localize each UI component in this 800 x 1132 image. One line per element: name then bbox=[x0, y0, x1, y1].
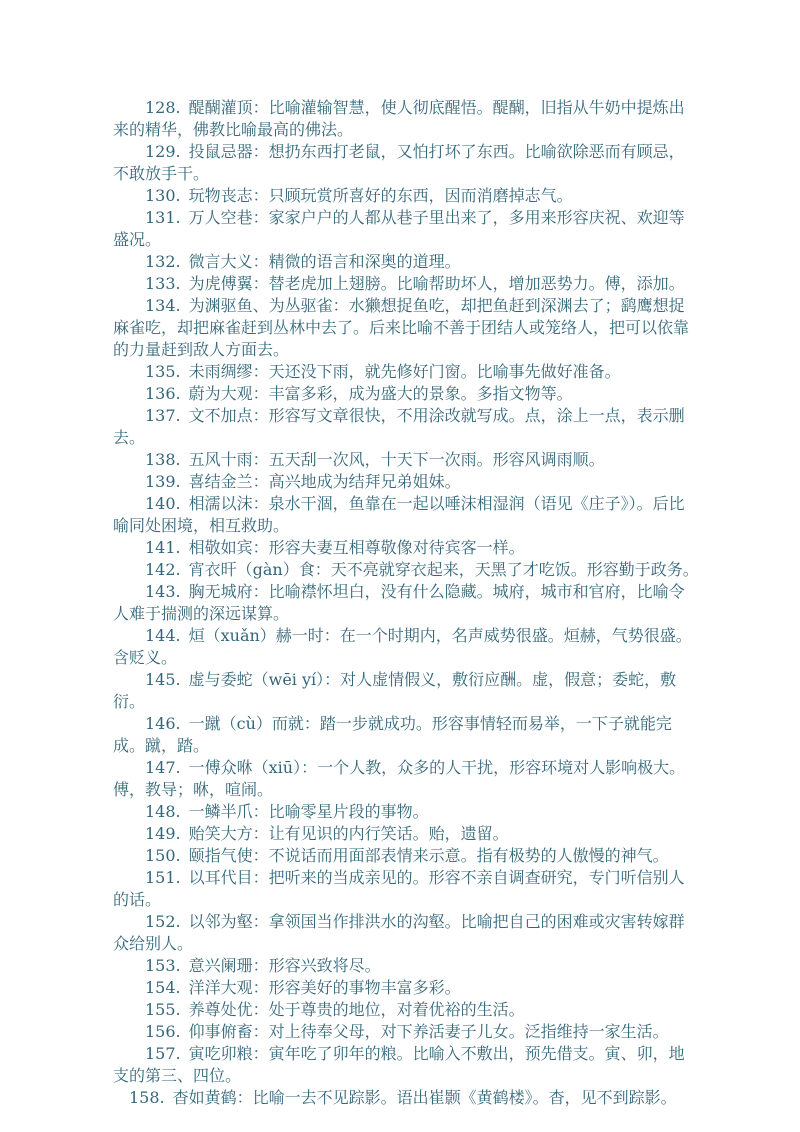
entry-number: 142. bbox=[145, 560, 181, 579]
entry-text: 一蹴（cù）而就：踏一步就成功。形容事情轻而易举，一下子就能完成。蹴，踏。 bbox=[113, 714, 672, 755]
entry-number: 140. bbox=[145, 494, 181, 513]
idiom-list bbox=[113, 97, 700, 1109]
entry-text: 一傅众咻（xiū）：一个人教，众多的人干扰，形容环境对人影响极大。傅，教导；咻，喧闹。 bbox=[113, 758, 686, 799]
entry-text: 杳如黄鹤：比喻一去不见踪影。语出崔颢《黄鹤楼》。杳，见不到踪影。 bbox=[172, 1088, 677, 1107]
entry-number: 157. bbox=[145, 1044, 181, 1063]
entry-number: 148. bbox=[145, 802, 181, 821]
idiom-entry bbox=[113, 383, 700, 405]
entry-number: 139. bbox=[145, 472, 181, 491]
entry-number: 154. bbox=[145, 978, 181, 997]
entry-text: 洋洋大观：形容美好的事物丰富多彩。 bbox=[188, 978, 461, 997]
entry-text: 为虎傅翼：替老虎加上翅膀。比喻帮助坏人，增加恶势力。傅，添加。 bbox=[188, 274, 685, 293]
entry-text: 醍醐灌顶：比喻灌输智慧，使人彻底醒悟。醍醐，旧指从牛奶中提炼出来的精华，佛教比喻最高的佛法。 bbox=[113, 98, 685, 139]
entry-text: 意兴阑珊：形容兴致将尽。 bbox=[188, 956, 381, 975]
entry-text: 以耳代目：把听来的当成亲见的。形容不亲自调查研究，专门听信别人的话。 bbox=[113, 868, 685, 909]
idiom-entry bbox=[113, 141, 700, 185]
entry-text: 仰事俯畜：对上待奉父母，对下养活妻子儿女。泛指维持一家生活。 bbox=[188, 1022, 669, 1041]
idiom-entry bbox=[113, 559, 700, 581]
idiom-entry bbox=[113, 625, 700, 669]
entry-number: 155. bbox=[145, 1000, 181, 1019]
idiom-entry bbox=[113, 713, 700, 757]
entry-number: 136. bbox=[145, 384, 181, 403]
entry-number: 147. bbox=[145, 758, 181, 777]
idiom-entry bbox=[113, 823, 700, 845]
entry-text: 蔚为大观：丰富多彩，成为盛大的景象。多指文物等。 bbox=[188, 384, 573, 403]
entry-text: 相濡以沫：泉水干涸，鱼靠在一起以唾沫相湿润（语见《庄子》）。后比喻同处困境，相互救助。 bbox=[113, 494, 685, 535]
idiom-entry bbox=[113, 537, 700, 559]
entry-number: 141. bbox=[145, 538, 181, 557]
entry-number: 131. bbox=[145, 208, 181, 227]
entry-number: 129. bbox=[145, 142, 181, 161]
idiom-entry bbox=[113, 493, 700, 537]
idiom-entry bbox=[113, 1043, 700, 1087]
idiom-entry bbox=[113, 1087, 700, 1109]
entry-number: 143. bbox=[145, 582, 181, 601]
entry-text: 宵衣旰（gàn）食：天不亮就穿衣起来，天黑了才吃饭。形容勤于政务。 bbox=[188, 560, 699, 579]
entry-text: 五风十雨：五天刮一次风，十天下一次雨。形容风调雨顺。 bbox=[188, 450, 605, 469]
entry-text: 万人空巷：家家户户的人都从巷子里出来了，多用来形容庆祝、欢迎等盛况。 bbox=[113, 208, 685, 249]
entry-number: 132. bbox=[145, 252, 181, 271]
idiom-entry bbox=[113, 955, 700, 977]
idiom-entry bbox=[113, 207, 700, 251]
entry-text: 贻笑大方：让有见识的内行笑话。贻，遗留。 bbox=[188, 824, 509, 843]
entry-number: 151. bbox=[145, 868, 181, 887]
entry-number: 128. bbox=[145, 98, 181, 117]
entry-number: 146. bbox=[145, 714, 181, 733]
entry-number: 150. bbox=[145, 846, 181, 865]
idiom-entry bbox=[113, 845, 700, 867]
idiom-entry bbox=[113, 97, 700, 141]
entry-text: 相敬如宾：形容夫妻互相尊敬像对待宾客一样。 bbox=[188, 538, 525, 557]
entry-number: 156. bbox=[145, 1022, 181, 1041]
entry-number: 144. bbox=[145, 626, 181, 645]
entry-text: 虚与委蛇（wēi yí）：对人虚情假义，敷衍应酬。虚，假意；委蛇，敷衍。 bbox=[113, 670, 677, 711]
idiom-entry bbox=[113, 405, 700, 449]
idiom-entry bbox=[113, 361, 700, 383]
entry-text: 烜（xuǎn）赫一时：在一个时期内，名声威势很盛。烜赫，气势很盛。含贬义。 bbox=[113, 626, 692, 667]
entry-number: 145. bbox=[145, 670, 181, 689]
idiom-entry bbox=[113, 471, 700, 493]
entry-text: 以邻为壑：拿领国当作排洪水的沟壑。比喻把自己的困难或灾害转嫁群众给别人。 bbox=[113, 912, 685, 953]
idiom-entry bbox=[113, 977, 700, 999]
entry-text: 文不加点：形容写文章很快，不用涂改就写成。点，涂上一点，表示删去。 bbox=[113, 406, 685, 447]
entry-number: 134. bbox=[145, 296, 181, 315]
entry-text: 喜结金兰：高兴地成为结拜兄弟姐妹。 bbox=[188, 472, 461, 491]
idiom-entry bbox=[113, 669, 700, 713]
entry-text: 寅吃卯粮：寅年吃了卯年的粮。比喻入不敷出，预先借支。寅、卯，地支的第三、四位。 bbox=[113, 1044, 685, 1085]
entry-text: 胸无城府：比喻襟怀坦白，没有什么隐藏。城府，城市和官府，比喻令人难于揣测的深远谋算。 bbox=[113, 582, 685, 623]
idiom-entry bbox=[113, 757, 700, 801]
entry-number: 138. bbox=[145, 450, 181, 469]
entry-number: 149. bbox=[145, 824, 181, 843]
entry-text: 颐指气使：不说话而用面部表情来示意。指有极势的人傲慢的神气。 bbox=[188, 846, 669, 865]
entry-number: 130. bbox=[145, 186, 181, 205]
idiom-entry bbox=[113, 251, 700, 273]
entry-number: 133. bbox=[145, 274, 181, 293]
idiom-entry bbox=[113, 867, 700, 911]
idiom-entry bbox=[113, 185, 700, 207]
entry-text: 投鼠忌器：想扔东西打老鼠，又怕打坏了东西。比喻欲除恶而有顾忌，不敢放手干。 bbox=[113, 142, 685, 183]
idiom-entry bbox=[113, 295, 700, 361]
entry-text: 一鳞半爪：比喻零星片段的事物。 bbox=[188, 802, 429, 821]
entry-number: 135. bbox=[145, 362, 181, 381]
idiom-entry bbox=[113, 911, 700, 955]
idiom-entry bbox=[113, 449, 700, 471]
entry-text: 玩物丧志：只顾玩赏所喜好的东西，因而消磨掉志气。 bbox=[188, 186, 573, 205]
entry-number: 153. bbox=[145, 956, 181, 975]
entry-text: 未雨绸缪：天还没下雨，就先修好门窗。比喻事先做好准备。 bbox=[188, 362, 621, 381]
idiom-entry bbox=[113, 581, 700, 625]
entry-number: 152. bbox=[145, 912, 181, 931]
entry-text: 微言大义：精微的语言和深奥的道理。 bbox=[188, 252, 461, 271]
idiom-entry bbox=[113, 273, 700, 295]
entry-number: 137. bbox=[145, 406, 181, 425]
entry-text: 为渊驱鱼、为丛驱雀：水獭想捉鱼吃，却把鱼赶到深渊去了；鹞鹰想捉麻雀吃，却把麻雀赶到丛林中去了。后来比喻不善于团结人或笼络人，把可以依靠的力量赶到敌人方面去。 bbox=[113, 296, 690, 359]
entry-number: 158. bbox=[129, 1088, 165, 1107]
idiom-entry bbox=[113, 999, 700, 1021]
entry-text: 养尊处优：处于尊贵的地位，对着优裕的生活。 bbox=[188, 1000, 525, 1019]
idiom-entry bbox=[113, 801, 700, 823]
idiom-entry bbox=[113, 1021, 700, 1043]
